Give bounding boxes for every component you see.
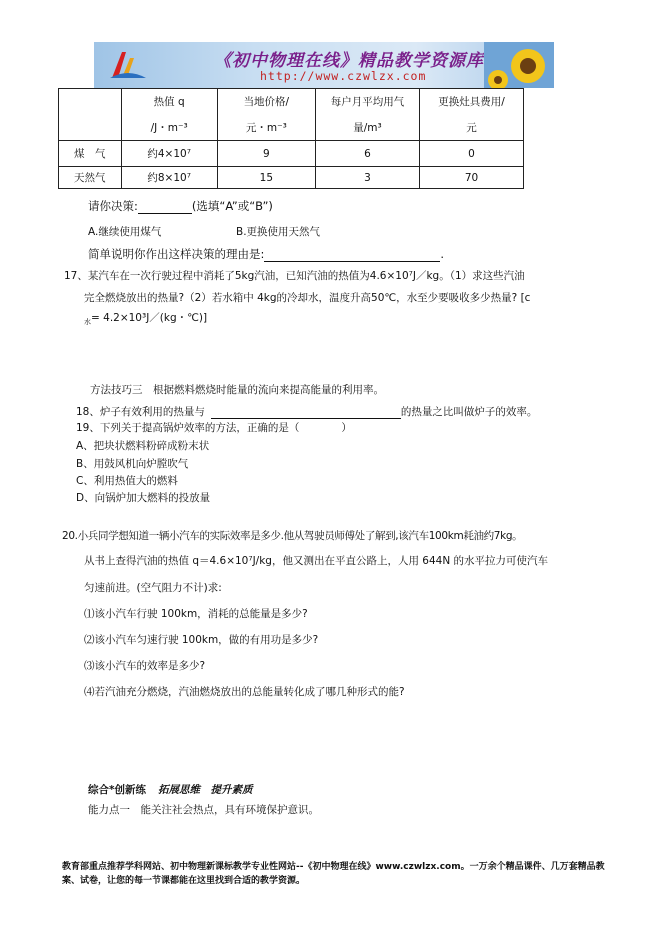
section-subtitle: 拓展思维 提升素质 xyxy=(158,784,253,796)
q19-option: C、利用热值大的燃料 xyxy=(76,475,178,487)
reason-blank[interactable] xyxy=(264,247,440,262)
section-title: 综合*创新练 xyxy=(88,784,146,796)
q17-line1: 17、某汽车在一次行驶过程中消耗了5kg汽油，已知汽油的热值为4.6×10⁷J／kg。（1）求这些汽油 xyxy=(64,270,525,282)
q18-line xyxy=(76,404,537,419)
option-b: B.更换使用天然气 xyxy=(236,226,321,238)
banner-url: http://www.czwlzx.com xyxy=(260,69,427,83)
table-cell: 6 xyxy=(315,141,419,167)
q18-prefix: 18、炉子有效利用的热量与 xyxy=(76,406,205,418)
decision-prompt: 请你决策: xyxy=(88,199,138,213)
site-logo-icon xyxy=(108,48,148,82)
table-header-cell: 当地价格/ xyxy=(217,89,315,115)
q19-option: D、向锅炉加大燃料的投放量 xyxy=(76,492,211,504)
table-header-cell: 元・m⁻³ xyxy=(217,115,315,141)
q20-sub: ⑷若汽油充分燃烧，汽油燃烧放出的总能量转化成了哪几种形式的能? xyxy=(84,686,405,698)
q17-line3 xyxy=(84,310,207,327)
q20-sub: ⑴该小汽车行驶 100km，消耗的总能量是多少? xyxy=(84,608,308,620)
q19-stem: 19、下列关于提高锅炉效率的方法，正确的是（ ） xyxy=(76,422,352,434)
table-header-cell: 量/m³ xyxy=(315,115,419,141)
q20-sub: ⑶该小汽车的效率是多少? xyxy=(84,660,206,672)
table-cell: 煤 气 xyxy=(59,141,122,167)
method-heading: 方法技巧三 根据燃料燃烧时能量的流向来提高能量的利用率。 xyxy=(90,384,384,396)
table-cell: 约8×10⁷ xyxy=(121,167,217,189)
table-cell: 0 xyxy=(420,141,524,167)
table-header-cell: 更换灶具费用/ xyxy=(420,89,524,115)
fuel-comparison-table xyxy=(58,88,524,189)
table-header-cell: /J・m⁻³ xyxy=(121,115,217,141)
table-cell: 9 xyxy=(217,141,315,167)
q19-option: B、用鼓风机向炉膛吹气 xyxy=(76,458,189,470)
q20-line2: 从书上查得汽油的热值 q＝4.6×10⁷J/kg，他又测出在平直公路上，人用 644N 的水平拉力可使汽车 xyxy=(84,555,549,567)
decision-line xyxy=(88,198,273,214)
q20-line3: 匀速前进。(空气阻力不计)求: xyxy=(84,582,222,594)
decision-blank[interactable] xyxy=(138,199,192,214)
decision-suffix: (选填“A”或“B”) xyxy=(191,199,273,213)
table-header-cell: 每户月平均用气 xyxy=(315,89,419,115)
sunflower-icon xyxy=(484,42,554,88)
table-row xyxy=(59,141,524,167)
q17-line3-text: = 4.2×10³J／(kg・℃)] xyxy=(91,312,208,324)
section-heading xyxy=(88,782,253,797)
table-cell: 天然气 xyxy=(59,167,122,189)
ability-point: 能力点一 能关注社会热点，具有环境保护意识。 xyxy=(88,804,319,816)
table-cell: 70 xyxy=(420,167,524,189)
table-cell: 15 xyxy=(217,167,315,189)
q19-option: A、把块状燃料粉碎成粉末状 xyxy=(76,440,210,452)
q18-blank[interactable] xyxy=(211,406,401,419)
reason-prompt: 简单说明你作出这样决策的理由是: xyxy=(88,247,265,261)
header-banner xyxy=(94,42,554,88)
option-a: A.继续使用煤气 xyxy=(88,226,162,238)
q17-subscript: 水 xyxy=(84,318,91,327)
q17-line2: 完全燃烧放出的热量?（2）若水箱中 4kg的冷却水，温度升高50℃，水至少要吸收多少热量? [c xyxy=(84,292,531,304)
q18-suffix: 的热量之比叫做炉子的效率。 xyxy=(400,406,538,418)
table-header-cell xyxy=(59,89,122,141)
table-header-cell: 热值 q xyxy=(121,89,217,115)
q20-sub: ⑵该小汽车匀速行驶 100km，做的有用功是多少? xyxy=(84,634,319,646)
table-row xyxy=(59,167,524,189)
table-header-cell: 元 xyxy=(420,115,524,141)
page-footer: 教育部重点推荐学科网站、初中物理新课标教学专业性网站--《初中物理在线》www.czwlzx.com。一万余个精品课件、几万套精品教案、试卷，让您的每一节课都能在这里找到合适的教学资源。 xyxy=(62,862,605,886)
table-cell: 3 xyxy=(315,167,419,189)
reason-line: 简单说明你作出这样决策的理由是: . xyxy=(88,247,445,261)
table-cell: 约4×10⁷ xyxy=(121,141,217,167)
q20-line1: 20.小兵同学想知道一辆小汽车的实际效率是多少.他从驾驶员师傅处了解到,该汽车100km耗油约7kg。 xyxy=(62,530,523,542)
banner-title: 《初中物理在线》精品教学资源库 xyxy=(214,51,484,71)
